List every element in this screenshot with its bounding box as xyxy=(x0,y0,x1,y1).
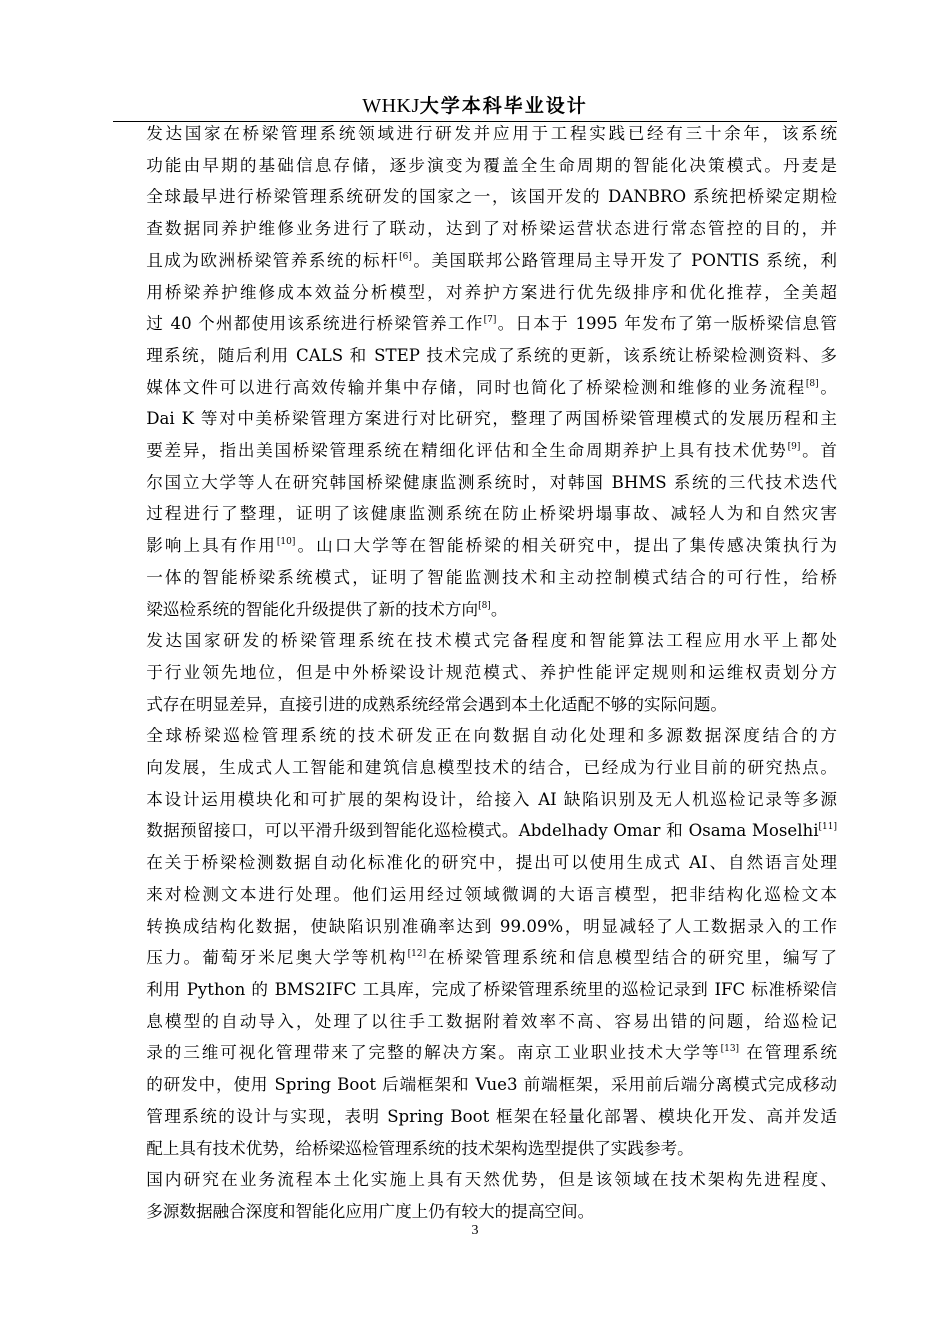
text-run: 转换成结构化数据，使缺陷识别准确率达到 99.09%，明显减轻了人工数据录入的工作 xyxy=(146,916,837,936)
text-line xyxy=(113,308,837,340)
text-run: 本设计运用模块化和可扩展的架构设计，给接入 AI 缺陷识别及无人机巡检记录等多源 xyxy=(146,789,837,809)
text-line xyxy=(113,530,837,562)
text-run: 过程进行了整理，证明了该健康监测系统在防止桥梁坍塌事故、减轻人为和自然灾害 xyxy=(146,504,837,524)
text-run: 息模型的自动导入，处理了以往手工数据附着效率不高、容易出错的问题，给巡检记 xyxy=(146,1011,837,1031)
text-line xyxy=(113,467,837,499)
text-run: 媒体文件可以进行高效传输并集中存储，同时也简化了桥梁检测和维修的业务流程 xyxy=(146,377,806,397)
text-line xyxy=(113,689,837,721)
text-run: 且成为欧洲桥梁管养系统的标杆 xyxy=(146,250,400,270)
text-run: 压力。葡萄牙米尼奥大学等机构 xyxy=(146,948,408,968)
citation-marker: [8] xyxy=(805,378,819,389)
text-run: 功能由早期的基础信息存储，逐步演变为覆盖全生命周期的智能化决策模式。丹麦是 xyxy=(146,155,837,175)
text-run: 一体的智能桥梁系统模式，证明了智能监测技术和主动控制模式结合的可行性，给桥 xyxy=(146,567,837,587)
citation-marker: [13] xyxy=(720,1044,740,1055)
text-run: 全球最早进行桥梁管理系统研发的国家之一，该国开发的 DANBRO 系统把桥梁定期检 xyxy=(146,187,837,207)
text-run: 全球桥梁巡检管理系统的技术研发正在向数据自动化处理和多源数据深度结合的方 xyxy=(146,726,837,746)
citation-marker: [9] xyxy=(787,442,801,453)
text-run: 。山口大学等在智能桥梁的相关研究中，提出了集传感决策执行为 xyxy=(295,536,838,556)
text-line xyxy=(113,942,837,974)
text-run: 影响上具有作用 xyxy=(146,536,277,556)
text-line xyxy=(113,118,837,150)
text-run: 发达国家研发的桥梁管理系统在技术模式完备程度和智能算法工程应用水平上都处 xyxy=(146,631,837,651)
text-line xyxy=(113,974,837,1006)
text-run: 查数据同养护维修业务进行了联动，达到了对桥梁运营状态进行常态管控的目的，并 xyxy=(146,219,837,239)
text-line xyxy=(113,1069,837,1101)
text-run: 式存在明显差异，直接引进的成熟系统经常会遇到本土化适配不够的实际问题。 xyxy=(146,694,727,714)
text-line xyxy=(113,752,837,784)
text-line xyxy=(113,150,837,182)
text-line xyxy=(113,403,837,435)
citation-marker: [7] xyxy=(483,315,497,326)
text-run: 多源数据融合深度和智能化应用广度上仍有较大的提高空间。 xyxy=(146,1201,595,1221)
text-run: 。美国联邦公路管理局主导开发了 PONTIS 系统，利 xyxy=(411,250,837,270)
text-run: 来对检测文本进行处理。他们运用经过领域微调的大语言模型，把非结构化巡检文本 xyxy=(146,884,837,904)
text-run: 过 40 个州都使用该系统进行桥梁管养工作 xyxy=(146,314,484,334)
text-run: 发达国家在桥梁管理系统领域进行研发并应用于工程实践已经有三十余年，该系统 xyxy=(146,124,837,143)
text-line xyxy=(113,815,837,847)
text-run: 理系统，随后利用 CALS 和 STEP 技术完成了系统的更新，该系统让桥梁检测资料、多 xyxy=(146,345,837,365)
text-run: 录的三维可视化管理带来了完整的解决方案。南京工业职业技术大学等 xyxy=(146,1043,721,1063)
header-title: 大学本科毕业设计 xyxy=(419,95,588,117)
text-line xyxy=(113,1164,837,1196)
text-line xyxy=(113,594,837,626)
text-line xyxy=(113,911,837,943)
text-line xyxy=(113,372,837,404)
text-run: 梁巡检系统的智能化升级提供了新的技术方向 xyxy=(146,599,479,619)
citation-marker: [10] xyxy=(276,537,296,548)
text-run: 向发展，生成式人工智能和建筑信息模型技术的结合，已经成为行业目前的研究热点。 xyxy=(146,758,837,778)
text-run: 用桥梁养护维修成本效益分析模型，对养护方案进行优先级排序和优化推荐，全美超 xyxy=(146,282,837,302)
text-line xyxy=(113,1006,837,1038)
paragraph xyxy=(113,118,837,625)
text-run: 。日本于 1995 年发布了第一版桥梁信息管 xyxy=(496,314,837,334)
text-line xyxy=(113,847,837,879)
citation-marker: [6] xyxy=(399,251,412,262)
text-run: 。首 xyxy=(800,441,838,461)
text-run: 。 xyxy=(490,599,508,619)
citation-marker: [11] xyxy=(818,822,837,833)
text-run: 在管理系统 xyxy=(739,1043,837,1063)
text-line xyxy=(113,213,837,245)
text-run: Dai K 等对中美桥梁管理方案进行对比研究，整理了两国桥梁管理模式的发展历程和主 xyxy=(146,409,837,429)
paragraph xyxy=(113,1164,837,1227)
header-code: WHKJ xyxy=(362,95,420,117)
citation-marker: [12] xyxy=(407,949,427,960)
text-run: 的研发中，使用 Spring Boot 后端框架和 Vue3 前端框架，采用前后端分离模式完成移动 xyxy=(146,1075,837,1095)
text-line xyxy=(113,720,837,752)
text-line xyxy=(113,498,837,530)
citation-marker: [8] xyxy=(478,600,491,611)
text-line xyxy=(113,1133,837,1165)
text-line xyxy=(113,245,837,277)
text-run: 尔国立大学等人在研究韩国桥梁健康监测系统时，对韩国 BHMS 系统的三代技术迭代 xyxy=(146,472,837,492)
text-run: 国内研究在业务流程本土化实施上具有天然优势，但是该领域在技术架构先进程度、 xyxy=(146,1170,837,1190)
text-line xyxy=(113,435,837,467)
text-line xyxy=(113,340,837,372)
text-run: 利用 Python 的 BMS2IFC 工具库，完成了桥梁管理系统里的巡检记录到 IFC 标准桥梁信 xyxy=(146,979,837,999)
text-run: 管理系统的设计与实现，表明 Spring Boot 框架在轻量化部署、模块化开发、高并发适 xyxy=(146,1106,837,1126)
text-run: 于行业领先地位，但是中外桥梁设计规范模式、养护性能评定规则和运维权责划分方 xyxy=(146,662,837,682)
text-line xyxy=(113,1037,837,1069)
body-text xyxy=(113,118,837,1228)
text-line xyxy=(113,562,837,594)
text-run: 配上具有技术优势，给桥梁巡检管理系统的技术架构选型提供了实践参考。 xyxy=(146,1138,694,1158)
text-line xyxy=(113,181,837,213)
text-line xyxy=(113,625,837,657)
text-run: 在关于桥梁检测数据自动化标准化的研究中，提出可以使用生成式 AI、自然语言处理 xyxy=(146,853,837,873)
text-line xyxy=(113,1101,837,1133)
text-run: 在桥梁管理系统和信息模型结合的研究里，编写了 xyxy=(426,948,838,968)
text-run: 要差异，指出美国桥梁管理系统在精细化评估和全生命周期养护上具有技术优势 xyxy=(146,441,788,461)
paragraph xyxy=(113,720,837,1164)
text-line xyxy=(113,657,837,689)
text-run: 。 xyxy=(818,377,837,397)
page-number: 3 xyxy=(471,1223,479,1238)
text-line xyxy=(113,784,837,816)
text-line xyxy=(113,879,837,911)
paragraph xyxy=(113,625,837,720)
text-line xyxy=(113,277,837,309)
text-run: 数据预留接口，可以平滑升级到智能化巡检模式。Abdelhady Omar 和 Osama Moselhi xyxy=(146,821,819,841)
